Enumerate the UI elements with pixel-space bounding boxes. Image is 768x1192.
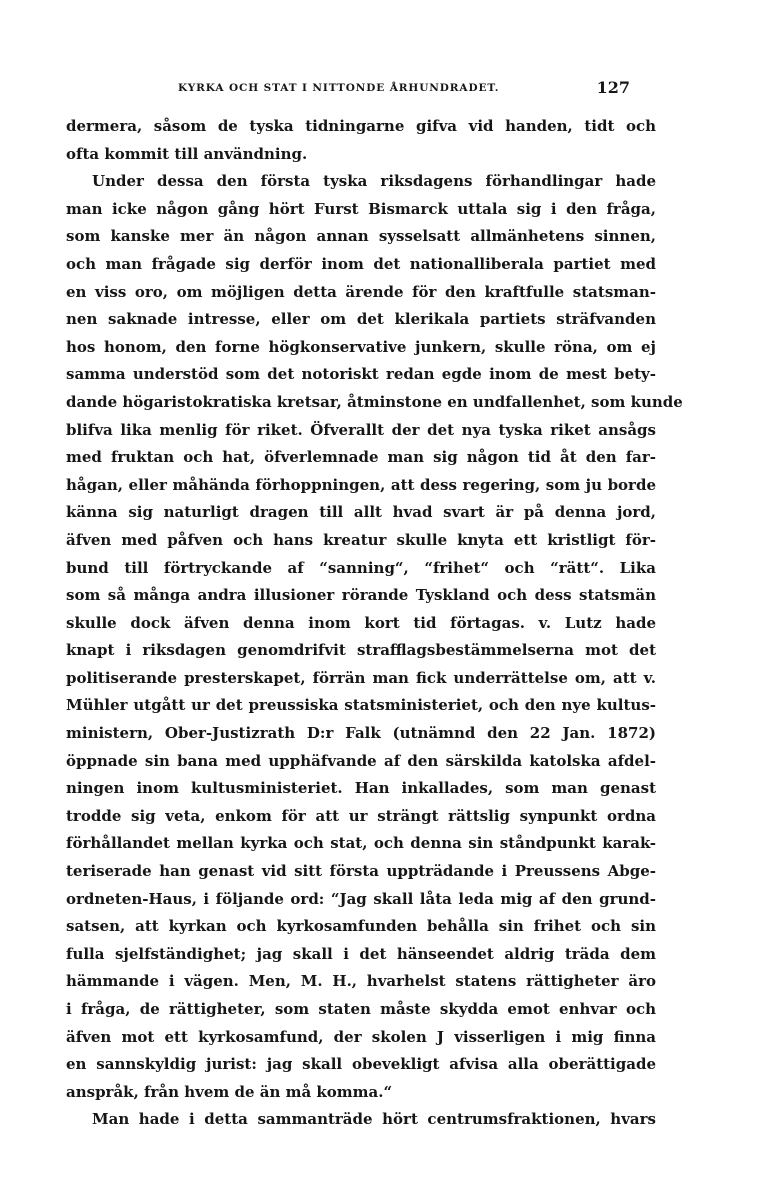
- text-line: ningen inom kultusministeriet. Han inkallades, som man genast: [66, 779, 656, 798]
- text-line: öppnade sin bana med upphäfvande af den särskilda katolska afdel-: [66, 751, 656, 770]
- text-line: i fråga, de rättigheter, som staten måste skydda emot enhvar och: [66, 1000, 656, 1018]
- text-line: förhållandet mellan kyrka och stat, och denna sin ståndpunkt karak-: [66, 834, 656, 853]
- text-line: med fruktan och hat, öfverlemnade man sig någon tid åt den far-: [66, 448, 656, 467]
- running-title: KYRKA OCH STAT I NITTONDE ÅRHUNDRADET.: [178, 82, 500, 94]
- text-line: äfven med påfven och hans kreatur skulle knyta ett kristligt för-: [66, 530, 656, 549]
- text-line: dande högaristokratiska kretsar, åtminstone en undfallenhet, som kunde: [66, 392, 683, 411]
- text-line: skulle dock äfven denna inom kort tid förtagas. v. Lutz hade: [66, 613, 656, 632]
- body-text: [66, 113, 683, 1134]
- text-line: man icke någon gång hört Furst Bismarck uttala sig i den fråga,: [66, 199, 656, 218]
- page-number: 127: [596, 78, 630, 97]
- text-line: dermera, såsom de tyska tidningarne gifva vid handen, tidt och: [66, 117, 656, 135]
- text-line: nen saknade intresse, eller om det klerikala partiets sträfvanden: [66, 310, 656, 329]
- text-line: fulla sjelfständighet; jag skall i det hänseendet aldrig träda dem: [66, 944, 656, 963]
- text-line: Man hade i detta sammanträde hört centrumsfraktionen, hvars: [92, 1110, 656, 1129]
- text-line: samma understöd som det notoriskt redan egde inom de mest bety-: [66, 365, 656, 384]
- text-line: en viss oro, om möjligen detta ärende för den kraftfulle statsman-: [66, 282, 656, 301]
- page-header: [178, 78, 630, 100]
- text-line: Mühler utgått ur det preussiska statsministeriet, och den nye kultus-: [66, 696, 656, 715]
- text-line: hämmande i vägen. Men, M. H., hvarhelst statens rättigheter äro: [66, 972, 656, 991]
- text-line: politiserande presterskapet, förrän man fick underrättelse om, att v.: [66, 668, 656, 687]
- text-line: anspråk, från hvem de än må komma.“: [66, 1082, 393, 1101]
- text-line: som kanske mer än någon annan sysselsatt allmänhetens sinnen,: [66, 227, 656, 246]
- text-line: trodde sig veta, enkom för att ur strängt rättslig synpunkt ordna: [66, 806, 656, 825]
- text-line: knapt i riksdagen genomdrifvit strafflagsbestämmelserna mot det: [66, 641, 656, 660]
- text-line: hos honom, den forne högkonservative junkern, skulle röna, om ej: [66, 337, 656, 356]
- text-line: Under dessa den första tyska riksdagens förhandlingar hade: [92, 172, 656, 191]
- text-line: teriserade han genast vid sitt första uppträdande i Preussens Abge-: [66, 862, 656, 881]
- text-line: bund till förtryckande af “sanning“, “frihet“ och “rätt“. Lika: [66, 558, 656, 577]
- text-line: känna sig naturligt dragen till allt hvad svart är på denna jord,: [66, 503, 656, 522]
- text-line: ordneten-Haus, i följande ord: “Jag skall låta leda mig af den grund-: [66, 889, 656, 908]
- text-line: ministern, Ober-Justizrath D:r Falk (utnämnd den 22 Jan. 1872): [66, 724, 656, 743]
- text-line: blifva lika menlig för riket. Öfverallt der det nya tyska riket ansågs: [66, 420, 656, 439]
- text-line: ofta kommit till användning.: [66, 144, 308, 163]
- text-line: som så många andra illusioner rörande Tyskland och dess statsmän: [66, 586, 656, 605]
- text-line: hågan, eller måhända förhoppningen, att dess regering, som ju borde: [66, 475, 656, 494]
- text-line: äfven mot ett kyrkosamfund, der skolen J visserligen i mig finna: [66, 1027, 656, 1046]
- text-line: och man frågade sig derför inom det nationalliberala partiet med: [66, 254, 656, 273]
- text-line: satsen, att kyrkan och kyrkosamfunden behålla sin frihet och sin: [66, 917, 656, 936]
- text-line: en sannskyldig jurist: jag skall obevekligt afvisa alla oberättigade: [66, 1055, 656, 1074]
